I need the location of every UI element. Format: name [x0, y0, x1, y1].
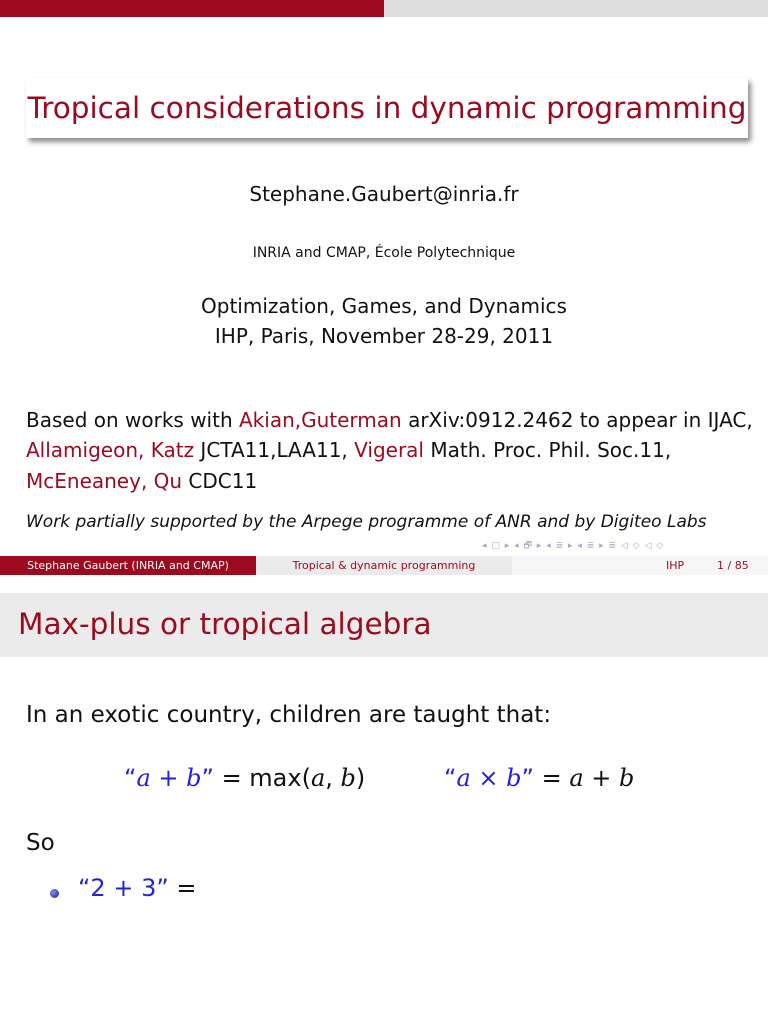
comma: ,: [325, 764, 341, 792]
formula-max-plus-multiplication: [444, 764, 634, 792]
progress-bar-filled: [0, 0, 384, 17]
footer-author: Stephane Gaubert (INRIA and CMAP): [0, 556, 256, 575]
reference-2: JCTA11,LAA11,: [194, 438, 355, 462]
reference-4: CDC11: [182, 469, 258, 493]
slide2-header: [0, 593, 768, 657]
var-b: b: [186, 764, 202, 792]
support-note: Work partially supported by the Arpege programme of ANR and by Digiteo Labs: [26, 512, 707, 532]
times-sign: ×: [470, 764, 507, 792]
plus-sign: +: [583, 764, 619, 792]
example-expression: “2 + 3”: [78, 874, 169, 902]
based-on-prefix: Based on works with: [26, 408, 239, 432]
close-paren: ): [355, 764, 366, 792]
var-b: b: [619, 764, 635, 792]
quote-close: ”: [521, 764, 534, 792]
coauthors-allamigeon-katz: Allamigeon, Katz: [26, 438, 195, 462]
formula-max-plus-addition: [124, 764, 365, 792]
slide-title-box: [26, 78, 748, 138]
footer-page-number: 1 / 85: [717, 559, 749, 572]
footer-venue: IHP: [666, 559, 685, 572]
equals-sign: =: [168, 874, 197, 902]
var-a: a: [456, 764, 471, 792]
beamer-navigation-icons[interactable]: ◂ □ ▸ ◂ 🗗 ▸ ◂ ≣ ▸ ◂ ≣ ▸ ≣ ◁ ◇ ◁ ◇: [482, 541, 665, 551]
quote-open: “: [444, 764, 457, 792]
plus-sign: +: [150, 764, 187, 792]
coauthor-vigeral: Vigeral: [354, 438, 424, 462]
var-a: a: [310, 764, 326, 792]
author-email: Stephane.Gaubert@inria.fr: [249, 182, 519, 206]
slide-title: Tropical considerations in dynamic programming: [27, 91, 747, 125]
var-a: a: [136, 764, 151, 792]
quote-close: ”: [201, 764, 214, 792]
conference-name: Optimization, Games, and Dynamics: [201, 294, 567, 318]
based-on-line-1: [26, 408, 753, 432]
bullet-icon: [50, 889, 59, 898]
progress-bar-remaining: [384, 0, 768, 17]
coauthors-akian-guterman: Akian,Guterman: [239, 408, 402, 432]
intro-text: In an exotic country, children are taught that:: [26, 702, 552, 728]
equals-max: = max(: [213, 764, 311, 792]
affiliation: INRIA and CMAP, École Polytechnique: [252, 245, 516, 261]
conference-place: IHP, Paris, November 28-29, 2011: [214, 324, 554, 348]
slide2-title: Max-plus or tropical algebra: [18, 607, 432, 641]
coauthors-mceneaney-qu: McEneaney, Qu: [26, 469, 183, 493]
footer-right-panel: [512, 556, 768, 575]
var-b: b: [506, 764, 522, 792]
equals-sign: =: [533, 764, 570, 792]
slide-footer: [0, 556, 768, 575]
based-on-line-2: [26, 438, 671, 462]
reference-1: arXiv:0912.2462 to appear in IJAC,: [401, 408, 753, 432]
quote-open: “: [124, 764, 137, 792]
so-text: So: [26, 830, 55, 856]
formula-row: [0, 764, 768, 800]
reference-3: Math. Proc. Phil. Soc.11,: [423, 438, 672, 462]
bullet-item-example: [78, 874, 197, 902]
based-on-line-3: [26, 469, 257, 493]
footer-talk-title: Tropical & dynamic programming: [256, 556, 512, 575]
var-a: a: [569, 764, 584, 792]
var-b: b: [340, 764, 356, 792]
